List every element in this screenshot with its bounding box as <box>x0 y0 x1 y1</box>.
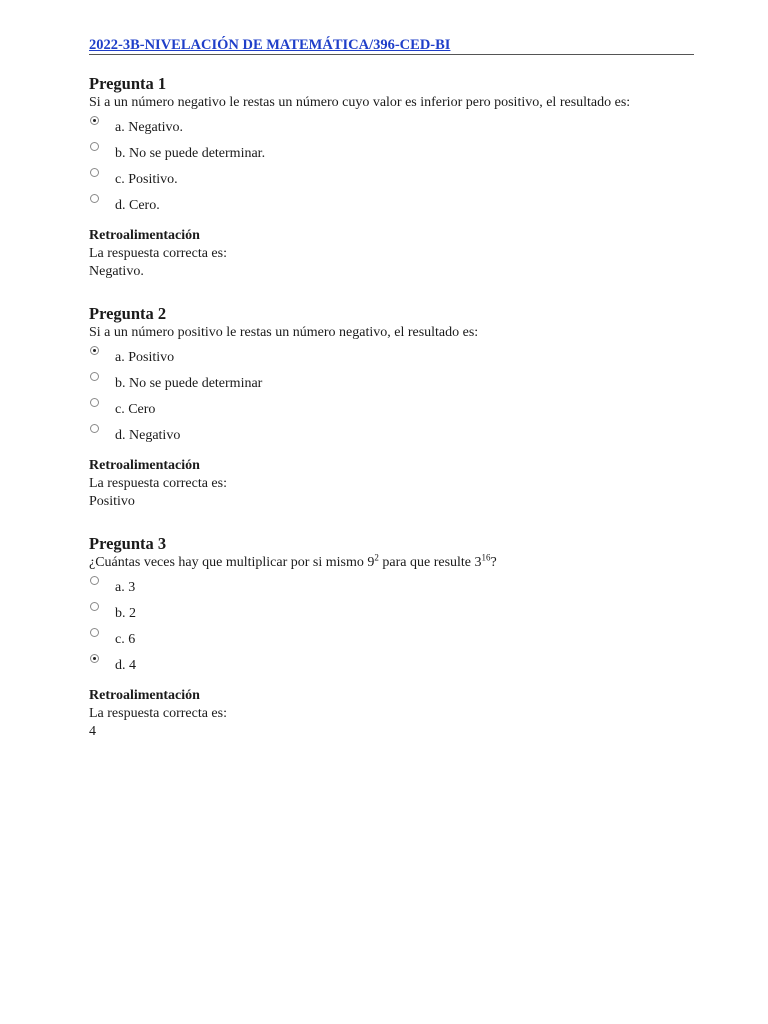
correct-answer: Negativo. <box>89 264 144 279</box>
feedback-title: Retroalimentación <box>89 228 200 243</box>
answer-option-b[interactable] <box>89 141 709 167</box>
option-label: c. Positivo. <box>115 172 178 187</box>
question-text-part: ? <box>490 555 497 570</box>
radio-button[interactable] <box>90 654 99 663</box>
radio-button[interactable] <box>90 116 99 125</box>
feedback-intro: La respuesta correcta es: <box>89 706 227 721</box>
radio-button[interactable] <box>90 628 99 637</box>
radio-button[interactable] <box>90 576 99 585</box>
answer-option-c[interactable] <box>89 397 709 423</box>
feedback-section <box>89 457 709 511</box>
radio-button[interactable] <box>90 372 99 381</box>
option-label: a. Negativo. <box>115 120 184 135</box>
feedback-section <box>89 687 709 741</box>
answer-option-c[interactable] <box>89 167 709 193</box>
radio-button[interactable] <box>90 346 99 355</box>
answer-option-d[interactable] <box>89 423 709 449</box>
question-text: Si a un número positivo le restas un número negativo, el resultado es: <box>89 325 479 340</box>
question-title: Pregunta 3 <box>89 534 167 553</box>
question-2 <box>89 304 709 511</box>
answer-option-b[interactable] <box>89 601 709 627</box>
answer-options <box>89 575 709 679</box>
option-label: b. No se puede determinar <box>115 376 263 391</box>
question-3 <box>89 534 709 741</box>
answer-option-b[interactable] <box>89 371 709 397</box>
feedback-section <box>89 227 709 281</box>
exponent: 2 <box>374 552 379 563</box>
feedback-intro: La respuesta correcta es: <box>89 476 227 491</box>
option-label: b. 2 <box>115 606 136 621</box>
answer-option-a[interactable] <box>89 575 709 601</box>
feedback-title: Retroalimentación <box>89 688 200 703</box>
answer-option-a[interactable] <box>89 115 709 141</box>
question-text <box>89 554 709 572</box>
exponent: 16 <box>481 552 491 563</box>
option-label: a. Positivo <box>115 350 175 365</box>
answer-option-d[interactable] <box>89 193 709 219</box>
feedback-intro: La respuesta correcta es: <box>89 246 227 261</box>
question-title: Pregunta 1 <box>89 74 167 93</box>
answer-options <box>89 115 709 219</box>
correct-answer: 4 <box>89 724 96 739</box>
question-text: Si a un número negativo le restas un número cuyo valor es inferior pero positivo, el resultado es: <box>89 95 631 110</box>
question-text-part: para que resulte 3 <box>378 555 482 570</box>
radio-button[interactable] <box>90 602 99 611</box>
radio-button[interactable] <box>90 194 99 203</box>
option-label: c. 6 <box>115 632 136 647</box>
option-label: d. 4 <box>115 658 136 673</box>
radio-button[interactable] <box>90 168 99 177</box>
answer-option-a[interactable] <box>89 345 709 371</box>
answer-option-c[interactable] <box>89 627 709 653</box>
option-label: d. Negativo <box>115 428 181 443</box>
radio-button[interactable] <box>90 142 99 151</box>
radio-button[interactable] <box>90 424 99 433</box>
option-label: c. Cero <box>115 402 156 417</box>
question-1 <box>89 74 709 281</box>
question-title: Pregunta 2 <box>89 304 167 323</box>
option-label: a. 3 <box>115 580 136 595</box>
radio-button[interactable] <box>90 398 99 407</box>
option-label: b. No se puede determinar. <box>115 146 266 161</box>
course-link[interactable]: 2022-3B-NIVELACIÓN DE MATEMÁTICA/396-CED-BI <box>89 37 451 53</box>
course-header <box>89 36 694 55</box>
answer-options <box>89 345 709 449</box>
answer-option-d[interactable] <box>89 653 709 679</box>
feedback-title: Retroalimentación <box>89 458 200 473</box>
option-label: d. Cero. <box>115 198 160 213</box>
correct-answer: Positivo <box>89 494 135 509</box>
question-text-part: ¿Cuántas veces hay que multiplicar por si mismo 9 <box>89 555 375 570</box>
